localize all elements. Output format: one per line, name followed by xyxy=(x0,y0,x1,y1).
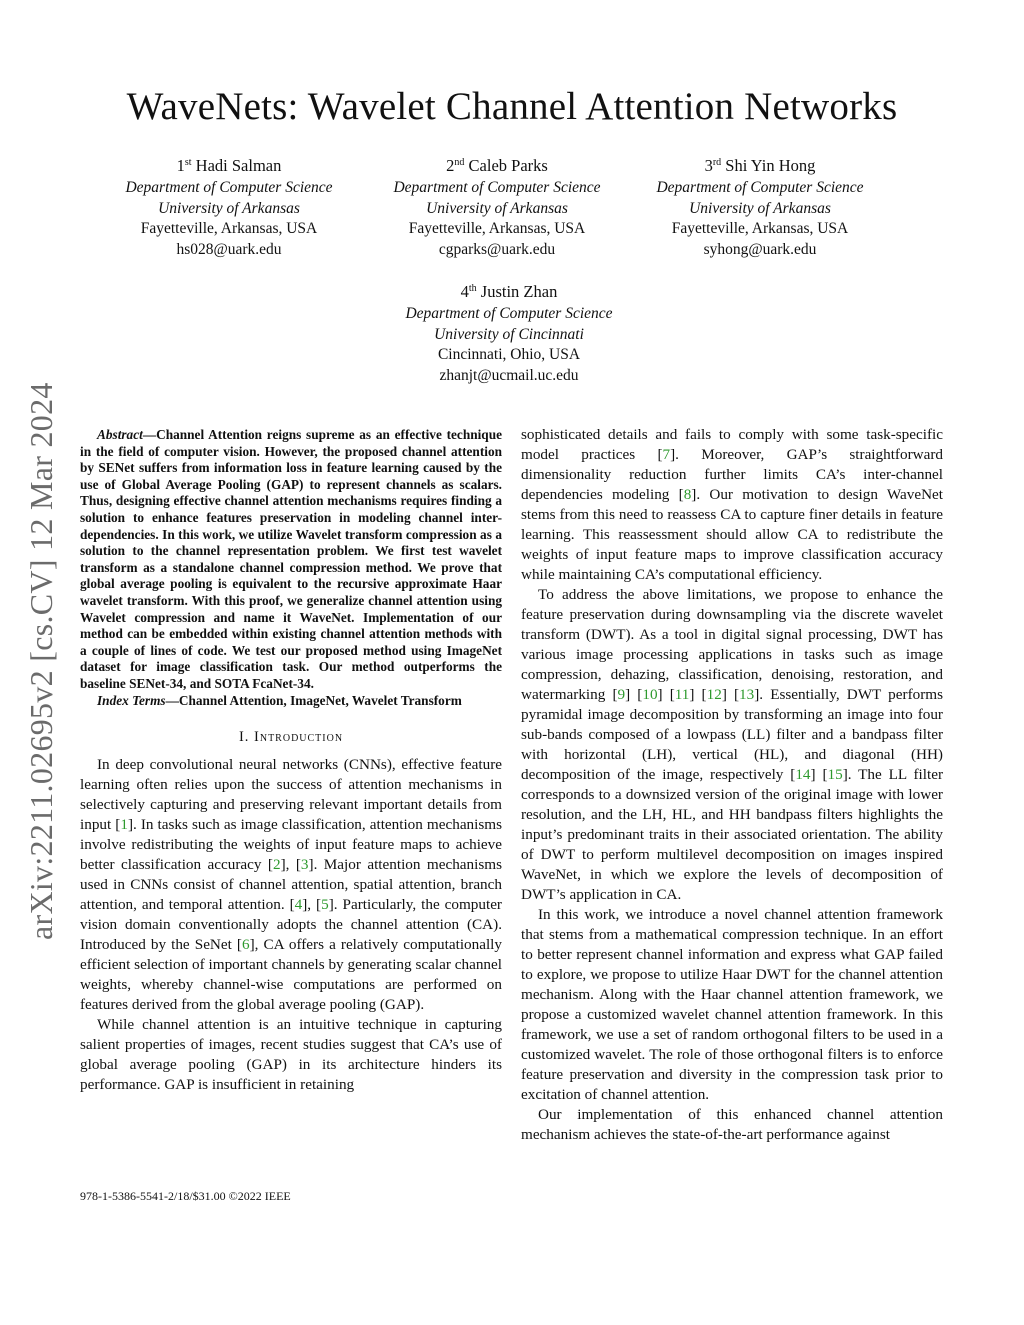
citation-link[interactable]: 11 xyxy=(674,686,690,703)
citation-link[interactable]: 15 xyxy=(827,766,843,783)
copyright-footer: 978-1-5386-5541-2/18/$31.00 ©2022 IEEE xyxy=(80,1189,291,1203)
citation-link[interactable]: 14 xyxy=(795,766,811,783)
paragraph: To address the above limitations, we propose to enhance the feature preservation during downsampling via the discrete wavelet transform (DWT). As a tool in digital signal processing, DWT has various image processing applications in tasks such as image compression, dehazing, classification, denoising, restoration, and watermarking [9] [10] [11] [12] [13]. Essentially, DWT performs pyramidal image decomposition by transforming an image into four sub-bands composed of a lowpass (LL) filter and a bandpass filter with horizontal (LH), vertical (HL), and diagonal (HH) decomposition of the image, respectively [14] [15]. The LL filter corresponds to a downsized version of the original image with lower resolution, and the LH, HL, and HH bandpass filters highlights the input’s predominant traits in their associated orientation. The ability of DWT to perform multilevel decomposition on images inspired WaveNet, in which we explore the levels of decomposition of DWT’s application in CA. xyxy=(521,586,944,903)
citation-link[interactable]: 4 xyxy=(294,896,303,914)
paragraph: sophisticated details and fails to comply with some task-specific model practices [7]. Moreover, GAP’s straightforward dimensionality reduction further limits CA’s inter-channel dependencies modeling [8]. Our motivation to design WaveNet stems from this need to reassess CA to capture finer details in feature learning. This reassessment should allow CA to redistribute the weights of input feature maps to improve classification accuracy while maintaining CA’s computational efficiency. xyxy=(521,426,944,583)
author-block-4 xyxy=(374,281,644,386)
author-university: University of Cincinnati xyxy=(434,325,584,343)
author-name: 1st Hadi Salman xyxy=(176,156,282,175)
author-email[interactable]: cgparks@uark.edu xyxy=(438,240,556,258)
citation-link[interactable]: 12 xyxy=(706,686,722,703)
citation-link[interactable]: 7 xyxy=(662,446,671,463)
author-name: 4th Justin Zhan xyxy=(460,282,558,301)
abstract xyxy=(80,427,502,693)
paragraph: While channel attention is an intuitive technique in capturing salient properties of images, recent studies suggest that CA’s use of global average pooling (GAP) in its architecture hinders its performance. GAP is insufficient in retaining xyxy=(80,1016,502,1094)
paragraph: Our implementation of this enhanced channel attention mechanism achieves the state-of-the-art performance against xyxy=(521,1106,943,1143)
author-location: Fayetteville, Arkansas, USA xyxy=(671,220,849,237)
author-university: University of Arkansas xyxy=(689,199,831,217)
author-department: Department of Computer Science xyxy=(125,179,333,196)
citation-link[interactable]: 2 xyxy=(272,856,281,874)
author-email[interactable]: syhong@uark.edu xyxy=(703,240,817,258)
author-name: 2nd Caleb Parks xyxy=(446,156,548,175)
author-block-1 xyxy=(94,155,364,260)
author-university: University of Arkansas xyxy=(426,199,568,217)
author-university: University of Arkansas xyxy=(158,199,300,217)
arxiv-identifier: arXiv:2211.02695v2 [cs.CV] 12 Mar 2024 xyxy=(23,382,59,940)
index-terms-text: —Channel Attention, ImageNet, Wavelet Transform xyxy=(165,692,462,708)
paper-title: WaveNets: Wavelet Channel Attention Networks xyxy=(126,85,898,128)
citation-link[interactable]: 3 xyxy=(300,856,309,874)
citation-link[interactable]: 13 xyxy=(739,686,755,703)
right-column xyxy=(521,425,943,1145)
author-department: Department of Computer Science xyxy=(405,305,613,322)
author-block-3 xyxy=(625,155,895,260)
author-department: Department of Computer Science xyxy=(393,179,601,196)
paragraph: In deep convolutional neural networks (CNNs), effective feature learning often relies upon the success of attention mechanisms in selectively capturing and preserving relevant important details from input [1]. In tasks such as image classification, attention mechanisms involve redistributing the weights of input feature maps to achieve better classification accuracy [2], [3]. Major attention mechanisms used in CNNs consist of channel attention, spatial attention, branch attention, and temporal attention. [4], [5]. Particularly, the computer vision domain conventionally adopts the channel attention (CA). Introduced by the SeNet [6], CA offers a relatively computationally efficient selection of important channels by generating scalar channel weights, whereby channel-wise computations are performed on features derived from the global average pooling (GAP). xyxy=(80,756,503,1014)
author-name: 3rd Shi Yin Hong xyxy=(704,156,816,175)
index-terms xyxy=(80,693,502,710)
author-location: Fayetteville, Arkansas, USA xyxy=(140,220,318,237)
citation-link[interactable]: 6 xyxy=(242,936,250,954)
citation-link[interactable]: 8 xyxy=(683,486,692,503)
abstract-text: —Channel Attention reigns supreme as an effective technique in the field of computer vision. However, the proposed channel attention by SENet suffers from information loss in feature learning caused by the use of Global Average Pooling (GAP) to represent channels as scalars. Thus, designing effective channel attention mechanisms requires finding a solution to enhance features preservation in modeling channel inter-dependencies. In this work, we utilize Wavelet transform compression as a solution to the channel representation problem. We first test wavelet transform as a standalone channel compression method. We prove that global average pooling is equivalent to the recursive approximate Haar wavelet transform. With this proof, we generalize channel attention using Wavelet compression and name it WaveNet. Implementation of our method can be embedded within existing channel attention methods with a couple of lines of code. We test our proposed method using ImageNet dataset for image classification task. Our method outperforms the baseline SENet-34, and SOTA FcaNet-34. xyxy=(80,427,502,691)
citation-link[interactable]: 1 xyxy=(120,816,128,834)
left-column xyxy=(80,427,502,1095)
index-terms-label: Index Terms xyxy=(97,692,166,708)
section-heading: I. Introduction xyxy=(238,729,344,746)
author-block-2 xyxy=(362,155,632,260)
author-email[interactable]: hs028@uark.edu xyxy=(176,240,282,258)
citation-link[interactable]: 5 xyxy=(321,896,329,914)
author-department: Department of Computer Science xyxy=(656,179,864,196)
author-location: Fayetteville, Arkansas, USA xyxy=(408,220,586,237)
author-email[interactable]: zhanjt@ucmail.uc.edu xyxy=(439,366,579,384)
citation-link[interactable]: 10 xyxy=(642,686,658,703)
author-location: Cincinnati, Ohio, USA xyxy=(437,346,581,363)
abstract-label: Abstract xyxy=(97,427,143,442)
citation-link[interactable]: 9 xyxy=(617,686,626,703)
paragraph: In this work, we introduce a novel channel attention framework that stems from a mathematical compression technique. In an effort to better represent channel information and express what GAP failed to explore, we propose to utilize Haar DWT for the channel attention mechanism. Along with the Haar channel attention framework, we propose a customized wavelet channel attention framework. In this framework, we use a set of random orthogonal filters to be used in a customized wavelet. The role of those orthogonal filters is to enforce feature preservation and diversity in the compression task prior to excitation of channel attention. xyxy=(521,906,943,1103)
